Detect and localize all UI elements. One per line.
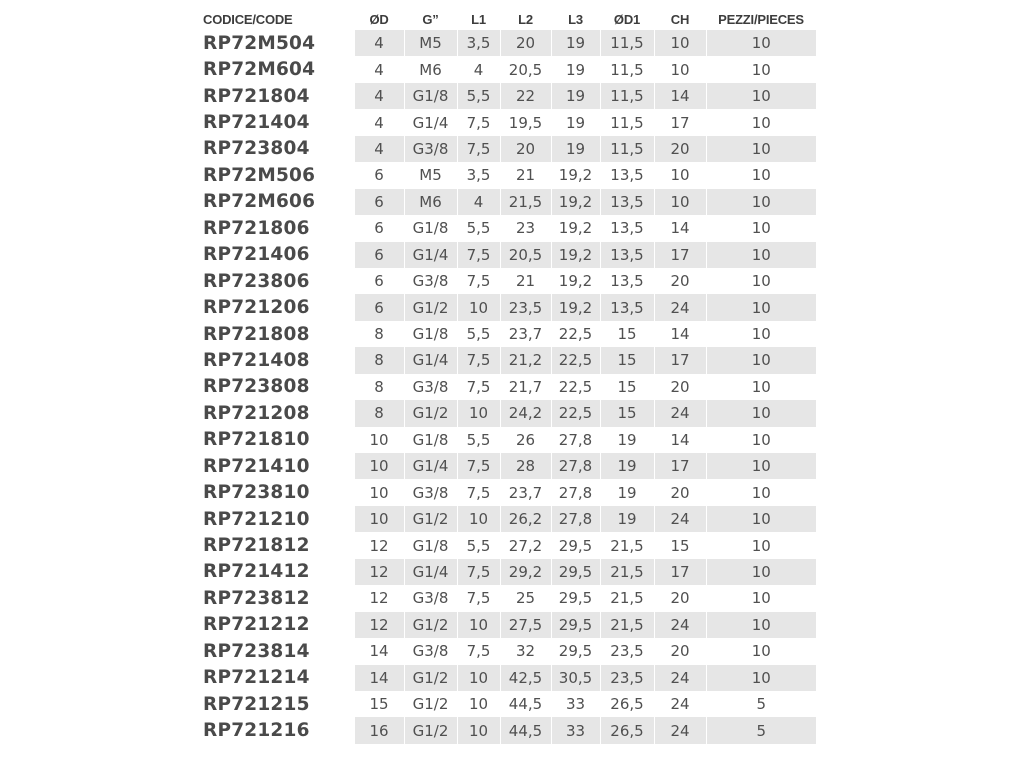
- cell-ch: 14: [654, 215, 706, 241]
- cell-ch: 10: [654, 56, 706, 82]
- table-row: [202, 242, 816, 268]
- cell-code: RP721408: [203, 349, 310, 371]
- cell-pieces: 10: [706, 585, 816, 611]
- cell-l2: 21: [500, 268, 551, 294]
- table-row: [202, 374, 816, 400]
- cell-diameter: 6: [354, 189, 404, 215]
- cell-l2: 21,5: [500, 189, 551, 215]
- cell-thread: G3/8: [404, 585, 457, 611]
- cell-diameter-d1: 19: [600, 506, 654, 532]
- table-body: [202, 30, 816, 744]
- header-thread: G”: [422, 11, 439, 27]
- cell-l1: 3,5: [457, 30, 500, 56]
- table-row: [202, 83, 816, 109]
- table-row: [202, 268, 816, 294]
- table-row: [202, 56, 816, 82]
- table-header: [202, 8, 816, 30]
- cell-l3: 33: [551, 717, 600, 743]
- cell-diameter-d1: 11,5: [600, 30, 654, 56]
- header-l3: L3: [568, 11, 583, 27]
- cell-l3: 29,5: [551, 585, 600, 611]
- cell-diameter-d1: 23,5: [600, 665, 654, 691]
- cell-pieces: 10: [706, 242, 816, 268]
- cell-ch: 10: [654, 162, 706, 188]
- cell-pieces: 10: [706, 109, 816, 135]
- cell-ch: 14: [654, 83, 706, 109]
- cell-l2: 21,2: [500, 347, 551, 373]
- cell-diameter: 6: [354, 268, 404, 294]
- cell-diameter: 6: [354, 242, 404, 268]
- cell-pieces: 10: [706, 427, 816, 453]
- cell-diameter: 10: [354, 506, 404, 532]
- cell-thread: G1/2: [404, 400, 457, 426]
- table-row: [202, 559, 816, 585]
- cell-thread: G3/8: [404, 374, 457, 400]
- cell-diameter-d1: 19: [600, 479, 654, 505]
- header-code: CODICE/CODE: [203, 11, 293, 27]
- cell-diameter: 4: [354, 136, 404, 162]
- table-row: [202, 162, 816, 188]
- cell-ch: 24: [654, 665, 706, 691]
- cell-l2: 19,5: [500, 109, 551, 135]
- cell-ch: 17: [654, 347, 706, 373]
- cell-diameter: 8: [354, 321, 404, 347]
- table-row: [202, 321, 816, 347]
- cell-l2: 44,5: [500, 717, 551, 743]
- cell-l3: 27,8: [551, 506, 600, 532]
- cell-ch: 17: [654, 453, 706, 479]
- cell-l1: 7,5: [457, 347, 500, 373]
- cell-code: RP721216: [203, 720, 310, 742]
- cell-l2: 29,2: [500, 559, 551, 585]
- cell-code: RP721208: [203, 402, 310, 424]
- cell-code: RP723810: [203, 482, 310, 504]
- cell-l3: 22,5: [551, 374, 600, 400]
- table-row: [202, 665, 816, 691]
- header-pieces: PEZZI/PIECES: [718, 11, 804, 27]
- cell-ch: 20: [654, 479, 706, 505]
- cell-diameter: 12: [354, 532, 404, 558]
- cell-l1: 5,5: [457, 532, 500, 558]
- cell-diameter-d1: 13,5: [600, 294, 654, 320]
- cell-l2: 20: [500, 30, 551, 56]
- product-spec-table: [202, 8, 816, 744]
- cell-ch: 10: [654, 189, 706, 215]
- cell-code: RP721812: [203, 535, 310, 557]
- cell-thread: G1/2: [404, 612, 457, 638]
- cell-code: RP721214: [203, 667, 310, 689]
- cell-l3: 19,2: [551, 268, 600, 294]
- cell-pieces: 10: [706, 665, 816, 691]
- cell-thread: G1/8: [404, 83, 457, 109]
- cell-l1: 7,5: [457, 374, 500, 400]
- cell-code: RP721212: [203, 614, 310, 636]
- cell-code: RP721404: [203, 112, 310, 134]
- cell-code: RP723806: [203, 270, 310, 292]
- table-row: [202, 347, 816, 373]
- table-row: [202, 427, 816, 453]
- table-row: [202, 612, 816, 638]
- cell-code: RP72M506: [203, 164, 316, 186]
- table-row: [202, 717, 816, 743]
- cell-diameter-d1: 13,5: [600, 162, 654, 188]
- cell-pieces: 10: [706, 83, 816, 109]
- cell-diameter-d1: 21,5: [600, 532, 654, 558]
- cell-l1: 7,5: [457, 136, 500, 162]
- cell-l3: 29,5: [551, 559, 600, 585]
- cell-ch: 17: [654, 559, 706, 585]
- cell-diameter: 8: [354, 347, 404, 373]
- cell-l1: 4: [457, 56, 500, 82]
- cell-l1: 10: [457, 691, 500, 717]
- cell-diameter-d1: 26,5: [600, 691, 654, 717]
- cell-l1: 7,5: [457, 109, 500, 135]
- cell-diameter: 4: [354, 30, 404, 56]
- cell-code: RP721206: [203, 297, 310, 319]
- cell-thread: G1/4: [404, 453, 457, 479]
- cell-pieces: 5: [706, 717, 816, 743]
- cell-pieces: 10: [706, 559, 816, 585]
- cell-code: RP721210: [203, 508, 310, 530]
- cell-l1: 10: [457, 665, 500, 691]
- cell-l1: 10: [457, 400, 500, 426]
- cell-l2: 23,7: [500, 479, 551, 505]
- cell-l2: 21,7: [500, 374, 551, 400]
- cell-pieces: 10: [706, 479, 816, 505]
- cell-diameter: 15: [354, 691, 404, 717]
- table-row: [202, 532, 816, 558]
- cell-pieces: 10: [706, 400, 816, 426]
- cell-diameter-d1: 21,5: [600, 559, 654, 585]
- cell-ch: 17: [654, 109, 706, 135]
- cell-l2: 23,5: [500, 294, 551, 320]
- cell-diameter-d1: 21,5: [600, 612, 654, 638]
- cell-diameter: 4: [354, 56, 404, 82]
- cell-diameter: 10: [354, 427, 404, 453]
- cell-diameter-d1: 15: [600, 347, 654, 373]
- cell-diameter: 4: [354, 83, 404, 109]
- table-row: [202, 109, 816, 135]
- cell-thread: G3/8: [404, 136, 457, 162]
- cell-diameter: 8: [354, 400, 404, 426]
- cell-thread: G1/2: [404, 665, 457, 691]
- cell-diameter: 14: [354, 665, 404, 691]
- cell-l1: 4: [457, 189, 500, 215]
- cell-ch: 14: [654, 321, 706, 347]
- cell-pieces: 10: [706, 136, 816, 162]
- cell-thread: G1/4: [404, 242, 457, 268]
- table-row: [202, 638, 816, 664]
- table-row: [202, 136, 816, 162]
- cell-l3: 19,2: [551, 242, 600, 268]
- cell-pieces: 10: [706, 30, 816, 56]
- cell-pieces: 10: [706, 638, 816, 664]
- table-row: [202, 691, 816, 717]
- cell-diameter-d1: 11,5: [600, 56, 654, 82]
- table-row: [202, 506, 816, 532]
- cell-diameter-d1: 15: [600, 400, 654, 426]
- cell-ch: 24: [654, 506, 706, 532]
- cell-ch: 20: [654, 268, 706, 294]
- cell-ch: 24: [654, 612, 706, 638]
- cell-code: RP721808: [203, 323, 310, 345]
- cell-ch: 10: [654, 30, 706, 56]
- cell-ch: 24: [654, 400, 706, 426]
- cell-thread: G3/8: [404, 268, 457, 294]
- cell-thread: G1/8: [404, 321, 457, 347]
- cell-diameter-d1: 13,5: [600, 215, 654, 241]
- cell-thread: M6: [404, 189, 457, 215]
- cell-l1: 5,5: [457, 215, 500, 241]
- cell-diameter-d1: 15: [600, 321, 654, 347]
- cell-code: RP723804: [203, 138, 310, 160]
- cell-l2: 21: [500, 162, 551, 188]
- cell-pieces: 10: [706, 374, 816, 400]
- cell-ch: 15: [654, 532, 706, 558]
- cell-l3: 19,2: [551, 189, 600, 215]
- cell-l2: 27,5: [500, 612, 551, 638]
- cell-l3: 33: [551, 691, 600, 717]
- cell-l1: 5,5: [457, 427, 500, 453]
- cell-diameter: 10: [354, 479, 404, 505]
- cell-l1: 5,5: [457, 83, 500, 109]
- cell-l1: 10: [457, 717, 500, 743]
- table-row: [202, 30, 816, 56]
- cell-ch: 24: [654, 717, 706, 743]
- cell-l2: 32: [500, 638, 551, 664]
- cell-pieces: 10: [706, 189, 816, 215]
- cell-l2: 20: [500, 136, 551, 162]
- cell-l3: 19,2: [551, 162, 600, 188]
- cell-code: RP723814: [203, 640, 310, 662]
- cell-l1: 7,5: [457, 453, 500, 479]
- cell-diameter-d1: 13,5: [600, 268, 654, 294]
- cell-thread: G1/8: [404, 532, 457, 558]
- cell-pieces: 10: [706, 506, 816, 532]
- table-row: [202, 189, 816, 215]
- cell-diameter-d1: 15: [600, 374, 654, 400]
- cell-thread: G1/8: [404, 427, 457, 453]
- header-l2: L2: [518, 11, 533, 27]
- cell-l2: 44,5: [500, 691, 551, 717]
- cell-code: RP721806: [203, 217, 310, 239]
- cell-thread: G3/8: [404, 479, 457, 505]
- cell-code: RP723812: [203, 587, 310, 609]
- cell-l1: 10: [457, 506, 500, 532]
- cell-l1: 7,5: [457, 479, 500, 505]
- cell-pieces: 10: [706, 162, 816, 188]
- header-l1: L1: [471, 11, 486, 27]
- cell-thread: G1/8: [404, 215, 457, 241]
- table-row: [202, 479, 816, 505]
- cell-l2: 20,5: [500, 56, 551, 82]
- cell-code: RP72M604: [203, 59, 316, 81]
- cell-diameter-d1: 26,5: [600, 717, 654, 743]
- cell-thread: M6: [404, 56, 457, 82]
- cell-l3: 27,8: [551, 479, 600, 505]
- cell-l1: 10: [457, 294, 500, 320]
- cell-thread: G1/4: [404, 109, 457, 135]
- cell-thread: G3/8: [404, 638, 457, 664]
- cell-pieces: 10: [706, 347, 816, 373]
- cell-code: RP721804: [203, 85, 310, 107]
- cell-ch: 14: [654, 427, 706, 453]
- cell-code: RP721215: [203, 693, 310, 715]
- cell-pieces: 10: [706, 215, 816, 241]
- cell-l2: 24,2: [500, 400, 551, 426]
- cell-diameter-d1: 23,5: [600, 638, 654, 664]
- cell-thread: G1/4: [404, 559, 457, 585]
- cell-l3: 22,5: [551, 400, 600, 426]
- cell-l1: 10: [457, 612, 500, 638]
- cell-l1: 7,5: [457, 638, 500, 664]
- cell-diameter: 10: [354, 453, 404, 479]
- cell-diameter: 6: [354, 162, 404, 188]
- cell-l2: 25: [500, 585, 551, 611]
- cell-pieces: 10: [706, 321, 816, 347]
- cell-thread: G1/4: [404, 347, 457, 373]
- cell-pieces: 10: [706, 294, 816, 320]
- cell-diameter: 8: [354, 374, 404, 400]
- cell-code: RP723808: [203, 376, 310, 398]
- cell-diameter: 12: [354, 585, 404, 611]
- table-row: [202, 215, 816, 241]
- cell-ch: 17: [654, 242, 706, 268]
- cell-code: RP72M606: [203, 191, 316, 213]
- cell-l2: 23: [500, 215, 551, 241]
- header-diameter-d1: ØD1: [613, 11, 641, 27]
- header-diameter: ØD: [369, 11, 389, 27]
- cell-l2: 20,5: [500, 242, 551, 268]
- cell-diameter: 6: [354, 215, 404, 241]
- product-spec-sheet: [202, 8, 816, 744]
- cell-pieces: 10: [706, 56, 816, 82]
- cell-l2: 28: [500, 453, 551, 479]
- cell-diameter: 16: [354, 717, 404, 743]
- cell-l2: 27,2: [500, 532, 551, 558]
- cell-l3: 19: [551, 136, 600, 162]
- cell-l1: 3,5: [457, 162, 500, 188]
- cell-l3: 29,5: [551, 612, 600, 638]
- cell-thread: G1/2: [404, 691, 457, 717]
- cell-diameter-d1: 11,5: [600, 136, 654, 162]
- cell-ch: 24: [654, 691, 706, 717]
- header-row: [202, 8, 816, 30]
- header-ch: CH: [670, 11, 690, 27]
- cell-ch: 20: [654, 638, 706, 664]
- table-row: [202, 294, 816, 320]
- cell-l3: 22,5: [551, 321, 600, 347]
- cell-ch: 20: [654, 585, 706, 611]
- cell-l3: 27,8: [551, 453, 600, 479]
- cell-thread: G1/2: [404, 717, 457, 743]
- table-row: [202, 453, 816, 479]
- cell-l2: 23,7: [500, 321, 551, 347]
- table-row: [202, 400, 816, 426]
- cell-l3: 19: [551, 109, 600, 135]
- cell-diameter-d1: 11,5: [600, 83, 654, 109]
- cell-l3: 29,5: [551, 532, 600, 558]
- cell-l3: 19,2: [551, 294, 600, 320]
- cell-l3: 30,5: [551, 665, 600, 691]
- cell-diameter-d1: 21,5: [600, 585, 654, 611]
- cell-pieces: 10: [706, 268, 816, 294]
- cell-l3: 19: [551, 30, 600, 56]
- cell-code: RP721410: [203, 455, 310, 477]
- cell-thread: M5: [404, 30, 457, 56]
- cell-diameter-d1: 13,5: [600, 189, 654, 215]
- cell-l3: 19,2: [551, 215, 600, 241]
- cell-code: RP72M504: [203, 32, 316, 54]
- cell-diameter-d1: 13,5: [600, 242, 654, 268]
- cell-pieces: 10: [706, 532, 816, 558]
- cell-ch: 20: [654, 136, 706, 162]
- cell-l2: 42,5: [500, 665, 551, 691]
- cell-code: RP721412: [203, 561, 310, 583]
- cell-pieces: 10: [706, 453, 816, 479]
- cell-code: RP721406: [203, 244, 310, 266]
- cell-diameter-d1: 19: [600, 427, 654, 453]
- cell-diameter: 6: [354, 294, 404, 320]
- cell-l1: 7,5: [457, 268, 500, 294]
- cell-l3: 22,5: [551, 347, 600, 373]
- cell-thread: G1/2: [404, 294, 457, 320]
- cell-l1: 7,5: [457, 559, 500, 585]
- cell-diameter: 12: [354, 612, 404, 638]
- cell-diameter-d1: 19: [600, 453, 654, 479]
- cell-thread: M5: [404, 162, 457, 188]
- cell-pieces: 5: [706, 691, 816, 717]
- cell-thread: G1/2: [404, 506, 457, 532]
- cell-l1: 7,5: [457, 585, 500, 611]
- cell-l3: 27,8: [551, 427, 600, 453]
- cell-l2: 26,2: [500, 506, 551, 532]
- cell-l1: 7,5: [457, 242, 500, 268]
- cell-ch: 24: [654, 294, 706, 320]
- cell-l3: 29,5: [551, 638, 600, 664]
- cell-diameter: 12: [354, 559, 404, 585]
- table-row: [202, 585, 816, 611]
- cell-pieces: 10: [706, 612, 816, 638]
- cell-code: RP721810: [203, 429, 310, 451]
- cell-diameter: 14: [354, 638, 404, 664]
- cell-l1: 5,5: [457, 321, 500, 347]
- cell-l2: 22: [500, 83, 551, 109]
- cell-ch: 20: [654, 374, 706, 400]
- cell-diameter-d1: 11,5: [600, 109, 654, 135]
- cell-l2: 26: [500, 427, 551, 453]
- cell-l3: 19: [551, 83, 600, 109]
- cell-l3: 19: [551, 56, 600, 82]
- cell-diameter: 4: [354, 109, 404, 135]
